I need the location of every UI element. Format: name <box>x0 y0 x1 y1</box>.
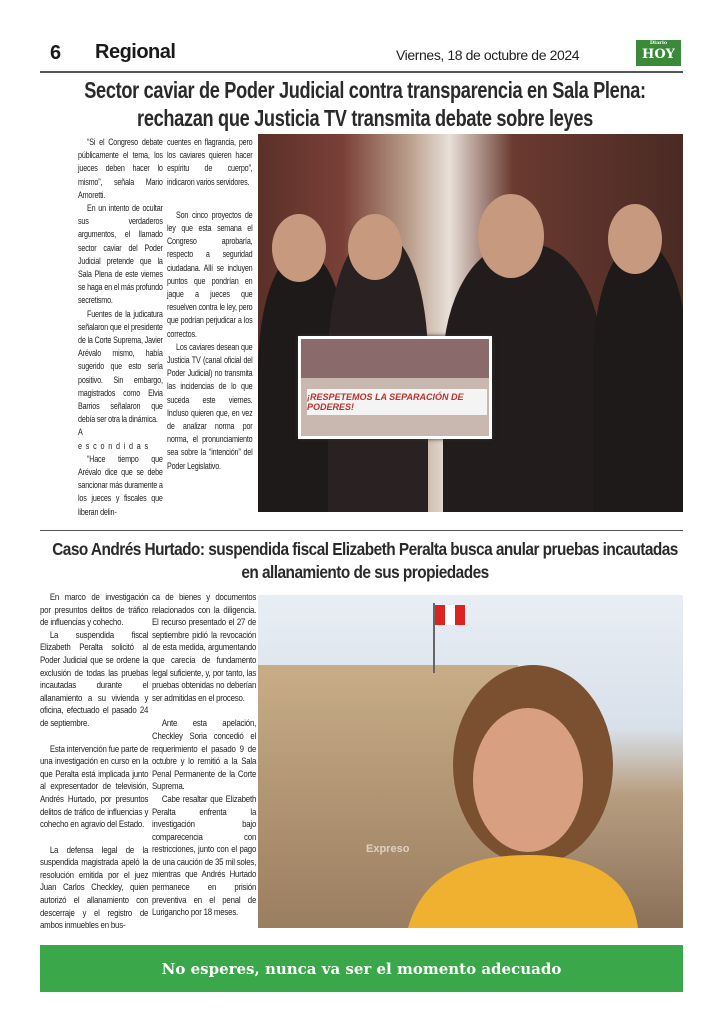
footer-slogan-banner: No esperes, nunca va ser el momento adecuado <box>40 945 683 992</box>
page-number: 6 <box>50 42 62 64</box>
paragraph: ca de bienes y documentos relacionados con la diligencia. El recurso presentado el 27 de septiembre pidió la revocación de esta medida, argumentando que carecía de fundamento legal suficiente, y, por tanto, las pruebas obtenidas no deberían ser admitidas en el proceso. <box>152 592 257 704</box>
article2-headline: Caso Andrés Hurtado: suspendida fiscal Elizabeth Peralta busca anular pruebas incautadas en allanamiento de sus propiedades <box>52 539 678 582</box>
section-title: Regional <box>95 41 176 63</box>
article2-column-2 <box>152 592 256 920</box>
paragraph: “Si el Congreso debate públicamente el tema, los jueces deben hacer lo mismo”, señala Mario Amoretti. <box>78 137 163 201</box>
paragraph: Cabe resaltar que Elizabeth Peralta enfrenta la investigación bajo comparecencia con restricciones, junto con el pago de una caución de 35 mil soles, mientras que Andrés Hurtado permanece en prisión preventiva en el penal de Lurigancho por 18 meses. <box>152 793 257 919</box>
logo-small-text: Diario <box>649 40 668 46</box>
article1-photo-judges <box>258 134 683 512</box>
paragraph: La defensa legal de la suspendida magistrada apeló la resolución emitida por el juez Juan Carlos Checkley, quien autorizó el allanamiento con descerraje y el registro de ambos inmuebles en bus- <box>40 844 149 932</box>
paragraph: En un intento de ocultar sus verdaderos argumentos, el llamado sector caviar del Poder Judicial pretende que la Sala Plena de este viernes se haga en el más profundo secretismo. <box>78 203 163 307</box>
article1-column-2 <box>167 136 253 473</box>
paragraph: Son cinco proyectos de ley que esta semana el Congreso aprobaría, respecto a seguridad ciudadana. Allí se incluyen puntos que pondrían en jaque a jueces que resuelven contra le ley, pero que podrían perjudicar a los correctos. <box>167 209 253 340</box>
article1-headline: Sector caviar de Poder Judicial contra transparencia en Sala Plena: rechazan que Justicia TV transmita debate sobre leyes <box>84 77 646 131</box>
inset-protest-photo <box>298 336 492 439</box>
article-divider <box>40 530 683 531</box>
subheading: A escondidas <box>78 427 152 452</box>
issue-date: Viernes, 18 de octubre de 2024 <box>396 47 580 63</box>
protest-banner-text: ¡RESPETEMOS LA SEPARACIÓN DE PODERES! <box>307 389 487 415</box>
article2-photo-peralta <box>258 595 683 928</box>
logo-main-text: HOY <box>642 47 675 62</box>
paragraph: En marco de investigación por presuntos delitos de tráfico de influencias y cohecho. <box>40 592 149 629</box>
peru-flag <box>435 605 465 625</box>
paragraph: cuentes en flagrancia, pero los caviares quieren hacer espíritu de cuerpo”, indicaron varios servidores. <box>167 137 253 188</box>
paragraph: Ante esta apelación, Checkley Soria concedió el requerimiento el pasado 9 de octubre y lo remitió a la Sala Penal Permanente de la Corte Suprema. <box>152 718 257 793</box>
paragraph: Los caviares desean que Justicia TV (canal oficial del Poder Judicial) no transmita las incidencias de lo que suceda este viernes. Incluso quieren que, en vez de analizar norma por norma, el pronunciamiento sea sobre la “intención” del Poder Legislativo. <box>167 341 253 472</box>
paragraph: Fuentes de la judicatura señalaron que el presidente de la Corte Suprema, Javier Arévalo mismo, había sugerido que esto sería positivo. Sin embargo, magistrados como Elvia Barrios señalaron que debía ser otra la dinámica. <box>78 308 163 426</box>
paragraph: La suspendida fiscal Elizabeth Peralta solicitó al Poder Judicial que se ordene la exclusión de todas las pruebas incautadas durante el allanamiento a su vivienda y oficina, efectuado el pasado 24 de septiembre. <box>40 629 149 729</box>
paragraph: Esta intervención fue parte de una investigación en curso en la que Peralta está implicada junto al expresentador de televisión, Andrés Hurtado, por presuntos delitos de tráfico de influencias y cohecho en agravio del Estado. <box>40 743 149 831</box>
newspaper-logo <box>636 40 681 66</box>
paragraph: “Hace tiempo que Arévalo dice que se debe sancionar más duramente a los jueces y fiscales que liberan delin- <box>78 453 163 518</box>
article2-column-1 <box>40 592 148 933</box>
photo-watermark: Expreso <box>366 843 410 855</box>
header-divider <box>40 71 683 73</box>
article1-column-1 <box>78 136 163 519</box>
portrait-woman <box>408 655 638 928</box>
